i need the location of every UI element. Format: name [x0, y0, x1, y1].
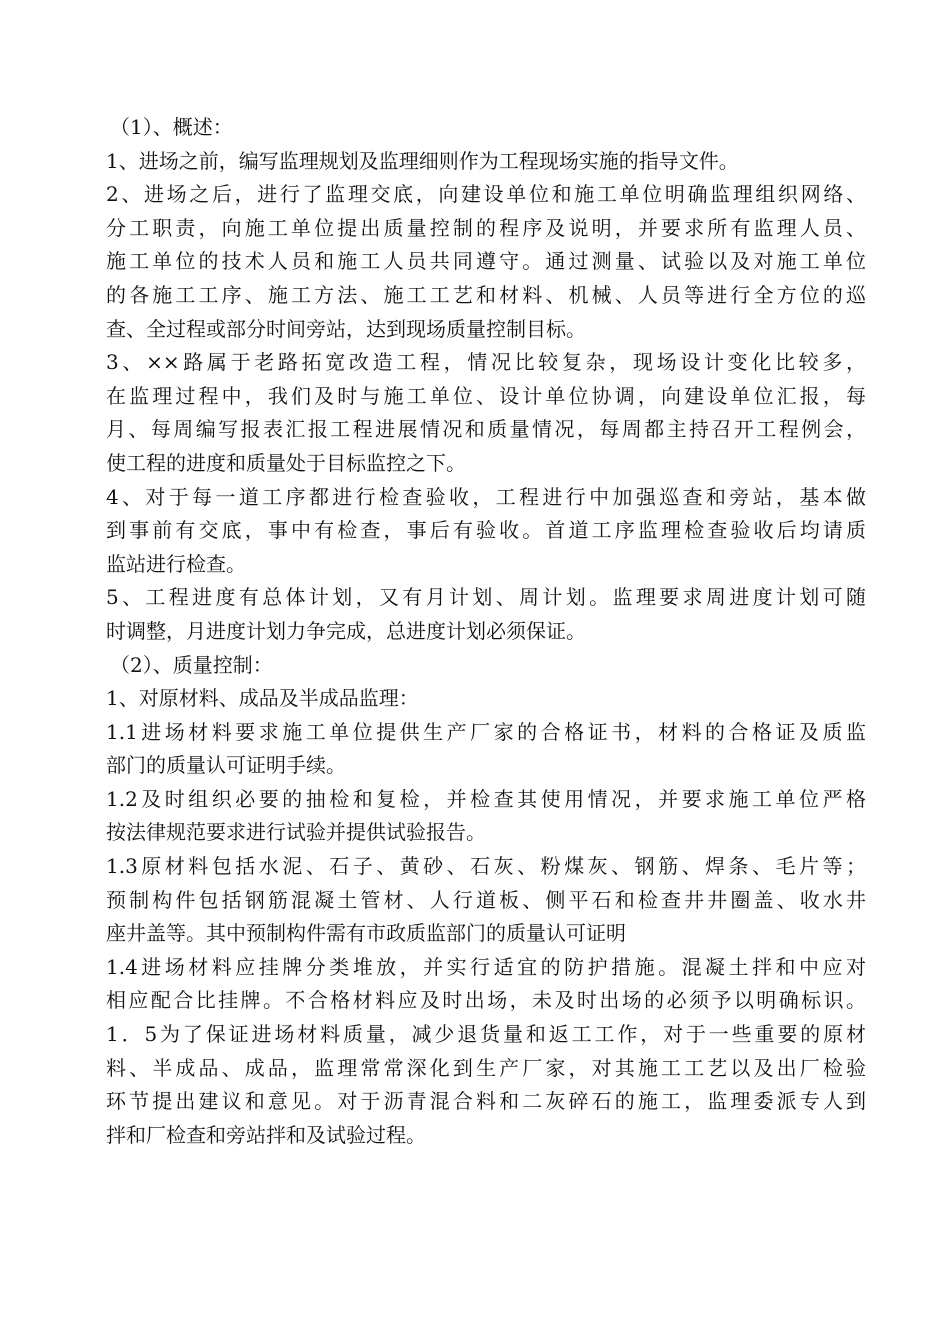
paragraph-line: 按法律规范要求进行试验并提供试验报告。: [106, 820, 486, 845]
paragraph-line: 监站进行检查。: [106, 551, 246, 576]
paragraph-line: 环节提出建议和意见。对于沥青混合料和二灰碎石的施工，监理委派专人到: [106, 1089, 866, 1114]
paragraph-line: 1.4进场材料应挂牌分类堆放，并实行适宜的防护措施。混凝土拌和中应对: [106, 954, 866, 979]
paragraph-line: 的各施工工序、施工方法、施工工艺和材料、机械、人员等进行全方位的巡: [106, 282, 866, 307]
paragraph-line: 1.1进场材料要求施工单位提供生产厂家的合格证书，材料的合格证及质监: [106, 719, 866, 744]
paragraph-line: 部门的质量认可证明手续。: [106, 753, 346, 778]
paragraph-line: 3、××路属于老路拓宽改造工程，情况比较复杂，现场设计变化比较多，: [106, 350, 866, 375]
paragraph-line: 查、全过程或部分时间旁站，达到现场质量控制目标。: [106, 316, 586, 341]
paragraph-line: 月、每周编写报表汇报工程进展情况和质量情况，每周都主持召开工程例会，: [106, 417, 866, 442]
paragraph-line: 使工程的进度和质量处于目标监控之下。: [106, 450, 466, 475]
paragraph-line: 1．5为了保证进场材料质量，减少退货量和返工工作，对于一些重要的原材: [106, 1022, 866, 1047]
paragraph-line: 在监理过程中，我们及时与施工单位、设计单位协调，向建设单位汇报，每: [106, 383, 866, 408]
paragraph-line: 拌和厂检查和旁站拌和及试验过程。: [106, 1122, 426, 1147]
paragraph-line: 1.2及时组织必要的抽检和复检，并检查其使用情况，并要求施工单位严格: [106, 786, 866, 811]
paragraph-line: 1、对原材料、成品及半成品监理：: [106, 686, 419, 711]
paragraph-line: 相应配合比挂牌。不合格材料应及时出场，未及时出场的必须予以明确标识。: [106, 988, 866, 1013]
paragraph-line: 1.3原材料包括水泥、石子、黄砂、石灰、粉煤灰、钢筋、焊条、毛片等；: [106, 854, 866, 879]
paragraph-line: 2、进场之后，进行了监理交底，向建设单位和施工单位明确监理组织网络、: [106, 182, 866, 207]
paragraph-line: 料、半成品、成品，监理常常深化到生产厂家，对其施工工艺以及出厂检验: [106, 1055, 866, 1080]
document-body: [106, 111, 866, 1152]
paragraph-line: 到事前有交底，事中有检查，事后有验收。首道工序监理检查验收后均请质: [106, 518, 866, 543]
section-heading-quality-control: （2）、质量控制：: [110, 652, 273, 677]
paragraph-line: 4、对于每一道工序都进行检查验收，工程进行中加强巡查和旁站，基本做: [106, 484, 866, 509]
paragraph-line: 1、进场之前，编写监理规划及监理细则作为工程现场实施的指导文件。: [106, 148, 739, 173]
paragraph-line: 预制构件包括钢筋混凝土管材、人行道板、侧平石和检查井井圈盖、收水井: [106, 887, 866, 912]
paragraph-line: 时调整，月进度计划力争完成，总进度计划必须保证。: [106, 618, 586, 643]
paragraph-line: 座井盖等。其中预制构件需有市政质监部门的质量认可证明: [106, 921, 626, 946]
paragraph-line: 分工职责，向施工单位提出质量控制的程序及说明，并要求所有监理人员、: [106, 215, 866, 240]
section-heading-overview: （1）、概述：: [110, 115, 233, 139]
paragraph-line: 5、工程进度有总体计划，又有月计划、周计划。监理要求周进度计划可随: [106, 585, 866, 610]
paragraph-line: 施工单位的技术人员和施工人员共同遵守。通过测量、试验以及对施工单位: [106, 249, 866, 274]
